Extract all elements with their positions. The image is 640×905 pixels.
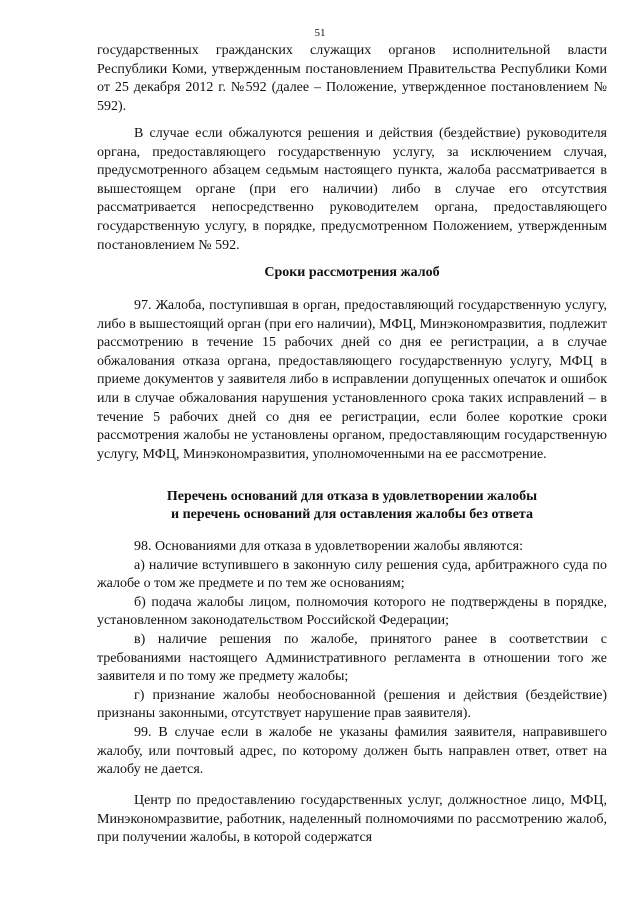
paragraph-text: государственных гражданских служащих органов исполнительной власти Республики Коми, утвержденным постановлением Правительства Республики Коми от 25 декабря 2012 г. №592 (далее – Положение, утвержденное постановлением № 592). (97, 43, 607, 114)
section-heading-refusal-grounds (97, 488, 607, 524)
paragraph-99: 99. В случае если в жалобе не указаны фамилия заявителя, направившего жалобу, или почтовый адрес, по которому должен быть направлен ответ, ответ на жалобу не дается. (97, 724, 607, 778)
paragraph-text: Центр по предоставлению государственных услуг, должностное лицо, МФЦ, Минэкономразвитие, работник, наделенный полномочиями по рассмотрению жалоб, при получении жалобы, в которой содержатся (97, 793, 607, 846)
paragraph-98-c: в) наличие решения по жалобе, принятого ранее в соответствии с требованиями настоящего Административного регламента в отношении того же заявителя и по тому же предмету жалобы; (97, 631, 607, 685)
paragraph-97 (97, 297, 607, 464)
heading-line-1: Перечень оснований для отказа в удовлетворении жалобы (166, 489, 538, 504)
heading-line-2: и перечень оснований для оставления жалобы без ответа (171, 507, 533, 522)
paragraph-center (97, 792, 607, 848)
paragraph-text: В случае если обжалуются решения и действия (бездействие) руководителя органа, предоставляющего государственную услугу, за исключением случая, предусмотренного абзацем седьмым настоящего пункта, жалоба рассматривается в вышестоящем органе (при его наличии) либо в случае его отсутствия рассматривается непосредственно руководителем органа, предоставляющего государственную услугу, в порядке, предусмотренном Положением, утвержденным постановлением № 592. (97, 126, 607, 253)
paragraph-regulation-reference (97, 42, 607, 116)
paragraph-98-a: а) наличие вступившего в законную силу решения суда, арбитражного суда по жалобе о том же предмете и по тем же основаниям; (97, 557, 607, 592)
paragraph-98-g: г) признание жалобы необоснованной (решения и действия (бездействие) признаны законными, отсутствует нарушение прав заявителя). (97, 687, 607, 722)
paragraph-appeal-head (97, 125, 607, 255)
section-heading-deadlines (97, 264, 607, 282)
paragraph-98-b: б) подача жалобы лицом, полномочия которого не подтверждены в порядке, установленном законодательством Российской Федерации; (97, 594, 607, 629)
page-number: 51 (314, 27, 326, 39)
paragraph-text: 97. Жалоба, поступившая в орган, предоставляющий государственную услугу, либо в вышестоящий орган (при его наличии), МФЦ, Минэкономразвития, подлежит рассмотрению в течение 15 рабочих дней со дня ее регистрации, а в случае обжалования отказа органа, предоставляющего государственную услугу, МФЦ в приеме документов у заявителя либо в исправлении допущенных опечаток и ошибок или в случае обжалования нарушения установленного срока таких исправлений – в течение 5 рабочих дней со дня ее регистрации, если более короткие сроки рассмотрения жалобы не установлены органом, предоставляющим государственную услугу, МФЦ, Минэкономразвития, уполномоченными на ее рассмотрение. (97, 298, 607, 462)
paragraph-98: 98. Основаниями для отказа в удовлетворении жалобы являются: (134, 539, 523, 554)
paragraph-98-group (97, 538, 607, 780)
heading-text: Сроки рассмотрения жалоб (264, 265, 440, 280)
